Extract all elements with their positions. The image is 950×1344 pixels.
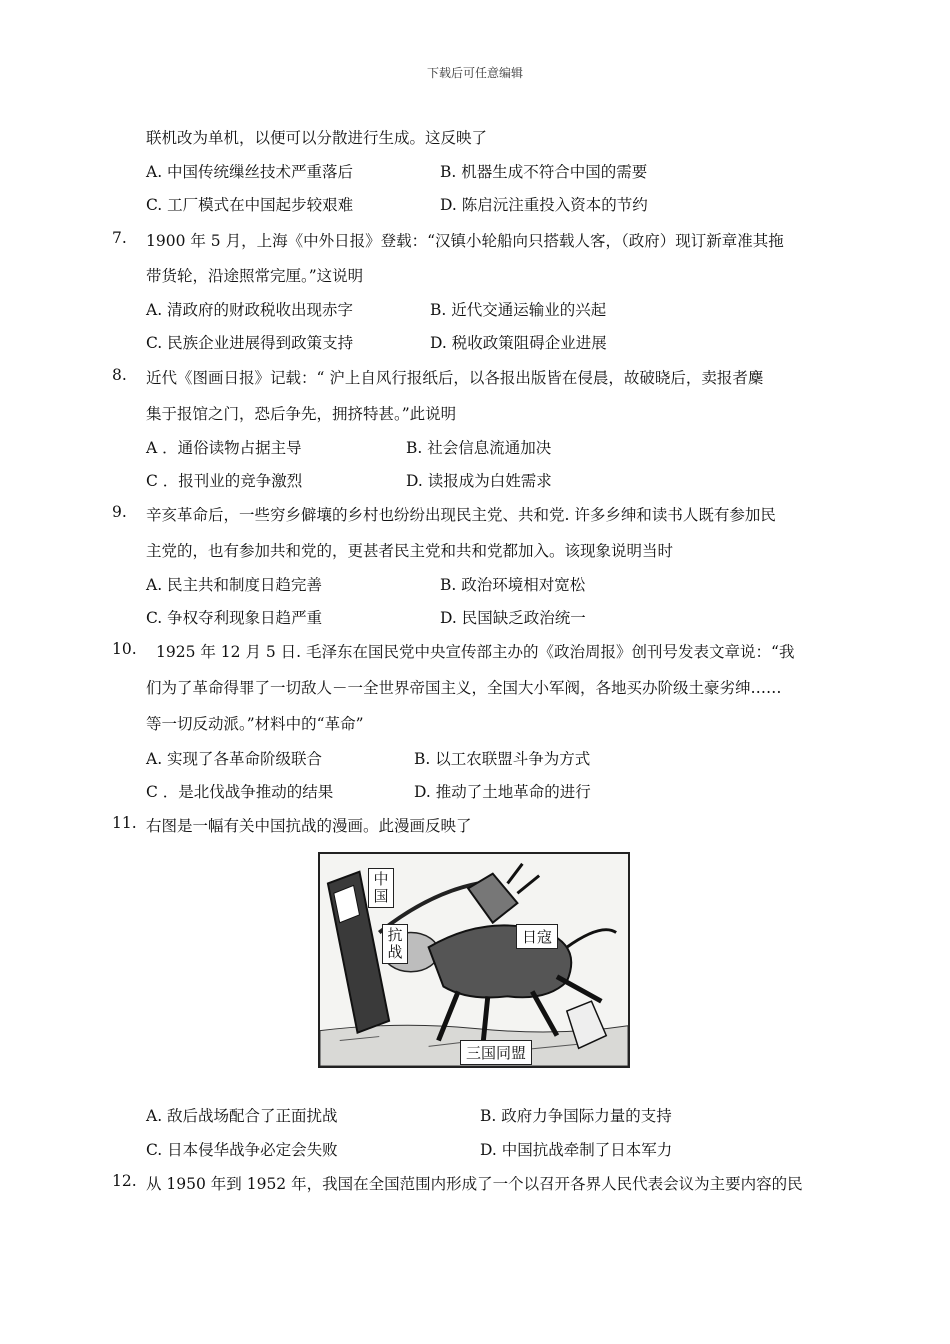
q6-option-c: C. 工厂模式在中国起步较艰难 xyxy=(146,196,354,214)
q10-option-b: B. 以工农联盟斗争为方式 xyxy=(414,750,591,768)
q9-option-a: A. 民主共和制度日趋完善 xyxy=(146,576,323,594)
q6-option-b: B. 机器生成不符合中国的需要 xyxy=(440,163,648,181)
q9-number: 9. xyxy=(112,503,127,521)
q10-stem-line2: 们为了革命得罪了一切敌人－一全世界帝国主义，全国大小军阀，各地买办阶级土豪劣绅…… xyxy=(146,679,782,697)
q11-stem-line1: 右图是一幅有关中国抗战的漫画。此漫画反映了 xyxy=(146,817,472,835)
q8-number: 8. xyxy=(112,366,127,384)
cartoon-label-china: 中国 xyxy=(368,868,394,908)
q7-number: 7. xyxy=(112,229,127,247)
q6-option-a: A. 中国传统缫丝技术严重落后 xyxy=(146,163,354,181)
page-header: 下载后可任意编辑 xyxy=(426,66,523,80)
cartoon-label-japan: 日寇 xyxy=(516,924,558,949)
q7-option-c: C. 民族企业进展得到政策支持 xyxy=(146,334,354,352)
q11-number: 11. xyxy=(112,814,137,832)
q10-stem-line1: 1925 年 12 月 5 日. 毛泽东在国民党中央宣传部主办的《政治周报》创刊号发表文章说：“我 xyxy=(156,643,795,661)
q11-option-d: D. 中国抗战牵制了日本军力 xyxy=(480,1141,673,1159)
q7-option-a: A. 清政府的财政税收出现赤字 xyxy=(146,301,354,319)
q10-number: 10. xyxy=(112,640,137,658)
war-cartoon-image xyxy=(318,852,630,1068)
q8-option-b: B. 社会信息流通加决 xyxy=(406,439,552,457)
q6-option-d: D. 陈启沅注重投入资本的节约 xyxy=(440,196,648,214)
q12-number: 12. xyxy=(112,1172,137,1190)
q7-option-b: B. 近代交通运输业的兴起 xyxy=(430,301,607,319)
q12-stem-line1: 从 1950 年到 1952 年，我国在全国范围内形成了一个以召开各界人民代表会议为主要内容的民 xyxy=(146,1175,803,1193)
q11-option-c: C. 日本侵华战争必定会失败 xyxy=(146,1141,338,1159)
cartoon-drawing xyxy=(320,854,628,1066)
q9-option-b: B. 政治环境相对宽松 xyxy=(440,576,586,594)
q11-option-b: B. 政府力争国际力量的支持 xyxy=(480,1107,672,1125)
cartoon-label-resist: 抗战 xyxy=(382,924,408,964)
q10-option-c: C ．是北伐战争推动的结果 xyxy=(146,783,334,801)
q8-option-c: C ．报刊业的竞争激烈 xyxy=(146,472,303,490)
q9-stem-line2: 主党的，也有参加共和党的，更甚者民主党和共和党都加入。该现象说明当时 xyxy=(146,542,674,560)
q7-option-d: D. 税收政策阻碍企业进展 xyxy=(430,334,607,352)
q6-continuation: 联机改为单机，以便可以分散进行生成。这反映了 xyxy=(146,129,488,147)
cartoon-label-alliance: 三国同盟 xyxy=(460,1040,532,1065)
q8-option-a: A ．通俗读物占据主导 xyxy=(146,439,302,457)
q11-option-a: A. 敌后战场配合了正面扰战 xyxy=(146,1107,338,1125)
q10-option-a: A. 实现了各革命阶级联合 xyxy=(146,750,323,768)
q10-option-d: D. 推动了土地革命的进行 xyxy=(414,783,591,801)
q10-stem-line3: 等一切反动派。”材料中的“革命” xyxy=(146,715,364,733)
q7-stem-line1: 1900 年 5 月，上海《中外日报》登载：“汉镇小轮船向只搭载人客，（政府）现订新章准其拖 xyxy=(146,232,784,250)
q8-option-d: D. 读报成为白姓需求 xyxy=(406,472,552,490)
q8-stem-line2: 集于报馆之门，恐后争先，拥挤特甚。”此说明 xyxy=(146,405,457,423)
q7-stem-line2: 带货轮，沿途照常完厘。”这说明 xyxy=(146,267,364,285)
q9-stem-line1: 辛亥革命后，一些穷乡僻壤的乡村也纷纷出现民主党、共和党. 许多乡绅和读书人既有参加民 xyxy=(146,506,776,524)
q9-option-d: D. 民国缺乏政治统一 xyxy=(440,609,586,627)
q8-stem-line1: 近代《图画日报》记载：“ 沪上自风行报纸后，以各报出版皆在侵晨，故破晓后，卖报者麇 xyxy=(146,369,764,387)
q9-option-c: C. 争权夺利现象日趋严重 xyxy=(146,609,323,627)
